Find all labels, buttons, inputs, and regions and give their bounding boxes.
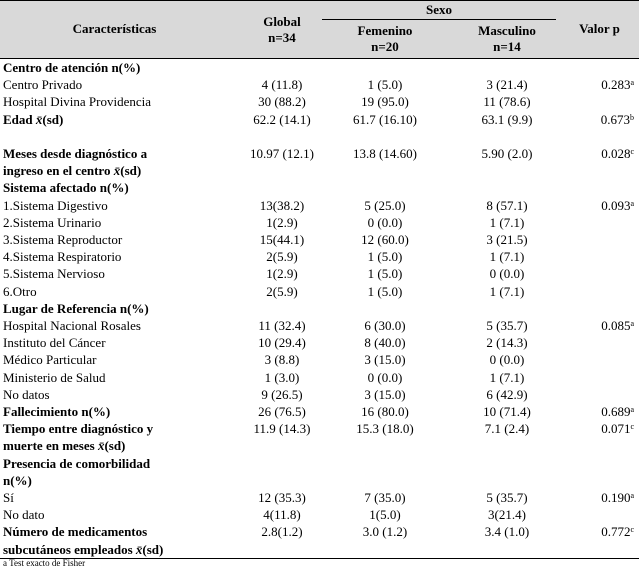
row-label [3,231,122,248]
table-row [0,265,639,282]
femenino-cell: 0 (0.0) [367,214,403,230]
masculino-cell: 5 (35.7) [486,490,528,505]
femenino-cell: 1 (5.0) [367,266,403,282]
row-label [3,265,105,282]
p-value-superscript: a [630,491,634,500]
table-row [0,59,639,76]
row-label-text: Sí [3,490,14,505]
masculino-cell: 5 (35.7) [486,318,528,333]
global-cell: 1 (3.0) [264,369,300,385]
table-row [0,93,639,110]
row-label-suffix: (sd) [142,541,164,557]
row-label [3,300,149,317]
p-value-superscript: a [630,198,634,208]
global-cell: 30 (88.2) [258,94,306,110]
femenino-cell: 1 (5.0) [367,77,403,93]
femenino-cell: 15.3 (18.0) [356,421,414,437]
row-label-suffix: (sd) [104,438,126,454]
femenino-cell: 12 (60.0) [361,232,409,247]
masculino-cell: 10 (71.4) [483,404,531,419]
header-global [229,14,335,46]
p-value-superscript: c [630,147,634,156]
row-label [3,197,108,214]
table-row [0,386,639,403]
table-row [0,231,639,248]
footnote: a Test exacto de Fisher [3,558,86,568]
row-label [3,455,150,472]
row-label-text: Ministerio de Salud [3,369,106,385]
table-row [0,317,639,334]
p-value-superscript: c [630,525,634,535]
masculino-cell: 3(21.4) [488,507,526,523]
row-label-text: Hospital Nacional Rosales [3,318,141,333]
row-label [3,214,101,231]
p-value-superscript: a [630,78,634,88]
femenino-cell: 3.0 (1.2) [362,524,408,540]
global-cell: 3 (8.8) [264,352,300,368]
global-cell: 10.97 (12.1) [250,146,314,161]
femenino-cell: 3 (15.0) [364,352,406,368]
valor-p-cell [560,145,634,162]
global-cell: 11.9 (14.3) [253,421,311,437]
table-row [0,369,639,386]
table-row [0,111,639,128]
valor-p-cell [560,317,634,334]
row-label [3,162,141,179]
table-row [0,76,639,93]
p-value-superscript: b [630,112,634,122]
masculino-cell: 8 (57.1) [486,197,528,213]
femenino-cell: 5 (25.0) [364,197,406,213]
table-row [0,351,639,368]
table-row [0,437,639,454]
table-row [0,472,639,489]
femenino-cell: 3 (15.0) [364,386,406,402]
femenino-cell: 16 (80.0) [361,404,409,419]
row-label-text: Fallecimiento n(%) [3,404,111,419]
p-value: 0.190 [601,490,631,505]
femenino-cell: 1(5.0) [369,507,401,523]
masculino-cell: 5.90 (2.0) [481,146,533,161]
header-global-label: Global [263,14,301,29]
p-value-superscript: a [630,319,634,328]
global-cell: 1(2.9) [266,266,298,282]
masculino-cell: 1 (7.1) [489,283,525,299]
table-row [0,523,639,540]
femenino-cell: 13.8 (14.60) [353,146,417,161]
femenino-cell: 61.7 (16.10) [353,111,417,127]
row-label [3,93,151,110]
table-row [0,283,639,300]
row-label [3,76,82,93]
global-cell: 2(5.9) [266,283,298,299]
table-row [0,179,639,196]
row-label-text: Sistema afectado n(%) [3,180,129,196]
table-row [0,214,639,231]
p-value: 0.772 [601,524,631,540]
table-top-rule [0,0,639,1]
row-label [3,248,121,265]
femenino-cell: 7 (35.0) [364,490,406,505]
row-label-text: No dato [3,507,45,523]
row-label-text: Edad [3,111,36,127]
masculino-cell: 6 (42.9) [486,386,528,402]
table-row [0,300,639,317]
row-label-text: 2.Sistema Urinario [3,214,102,230]
row-label [3,59,140,76]
row-label-text: Presencia de comorbilidad [3,455,151,471]
table-row [0,162,639,179]
table-row [0,197,639,214]
row-label-text: No datos [3,386,50,402]
header-masculino-label: Masculino [478,23,536,38]
valor-p-cell [560,76,634,93]
table-row [0,506,639,523]
global-cell: 62.2 (14.1) [253,111,311,127]
row-label-text: Centro Privado [3,77,83,93]
masculino-cell: 1 (7.1) [489,369,525,385]
masculino-cell: 0 (0.0) [489,266,525,282]
sexo-rule [322,19,556,20]
row-label-text: Médico Particular [3,352,97,368]
p-value: 0.673 [600,111,630,127]
mean-symbol: x̄ [135,541,143,557]
femenino-cell: 8 (40.0) [364,335,406,351]
valor-p-cell [560,523,634,540]
row-label-text: muerte en meses [3,438,98,454]
mean-symbol: x̄ [35,111,43,127]
row-label [3,437,125,454]
femenino-cell: 6 (30.0) [364,318,406,333]
p-value: 0.093 [601,197,631,213]
header-global-n: n=34 [268,30,296,45]
masculino-cell: 11 (78.6) [483,94,531,110]
masculino-cell: 1 (7.1) [489,214,525,230]
row-label [3,334,106,351]
header-masculino [457,23,557,55]
row-label [3,351,97,368]
global-cell: 1(2.9) [266,214,298,230]
p-value: 0.085 [601,318,631,333]
table-row [0,541,639,558]
valor-p-cell [560,197,634,214]
row-label [3,386,50,403]
row-label [3,369,106,386]
p-value-superscript: a [630,405,634,414]
row-label-text: Número de medicamentos [3,524,148,540]
row-label [3,541,163,558]
masculino-cell: 2 (14.3) [486,335,528,351]
row-label [3,145,147,162]
global-cell: 13(38.2) [259,197,305,213]
valor-p-cell [560,111,634,128]
masculino-cell: 7.1 (2.4) [484,421,530,437]
row-label [3,403,110,420]
global-cell: 12 (35.3) [258,490,306,505]
header-sexo: Sexo [426,2,452,17]
global-cell: 10 (29.4) [258,335,306,351]
row-label [3,523,147,540]
row-label-text: 3.Sistema Reproductor [3,232,123,247]
masculino-cell: 3 (21.5) [486,232,528,247]
global-cell: 15(44.1) [259,232,305,247]
masculino-cell: 3 (21.4) [486,77,528,93]
row-label-text: Instituto del Cáncer [3,335,106,351]
row-label-text: 4.Sistema Respiratorio [3,249,122,265]
table-row [0,489,639,506]
row-label [3,506,45,523]
table-row [0,248,639,265]
row-label-text: subcutáneos empleados [3,541,136,557]
row-label [3,472,32,489]
p-value: 0.689 [601,404,631,419]
p-value: 0.028 [601,146,631,161]
masculino-cell: 1 (7.1) [489,249,525,265]
row-label [3,317,141,334]
global-cell: 11 (32.4) [258,318,306,333]
p-value: 0.283 [601,77,631,93]
row-label-text: Meses desde diagnóstico a [3,146,148,161]
header-femenino-n: n=20 [371,39,399,54]
row-label-text: 5.Sistema Nervioso [3,266,105,282]
row-label-text: Hospital Divina Providencia [3,94,152,110]
global-cell: 2.8(1.2) [261,524,303,540]
row-label-text: n(%) [3,472,32,488]
header-masculino-n: n=14 [493,39,521,54]
masculino-cell: 63.1 (9.9) [481,111,533,127]
global-cell: 9 (26.5) [261,386,303,402]
global-cell: 4(11.8) [263,507,301,523]
valor-p-cell [560,420,634,437]
masculino-cell: 0 (0.0) [489,352,525,368]
femenino-cell: 1 (5.0) [367,283,403,299]
row-label [3,489,14,506]
masculino-cell: 3.4 (1.0) [484,524,530,540]
table-row [0,128,639,145]
valor-p-cell [560,489,634,506]
femenino-cell: 1 (5.0) [367,249,403,265]
row-label [3,179,129,196]
header-femenino [335,23,435,55]
row-label-text: Tiempo entre diagnóstico y [3,421,154,437]
row-label-text: Lugar de Referencia n(%) [3,300,149,316]
row-label-suffix: (sd) [42,111,64,127]
femenino-cell: 0 (0.0) [367,369,403,385]
row-label [3,283,37,300]
row-label-text: Centro de atención n(%) [3,60,141,75]
row-label [3,111,63,128]
valor-p-cell [560,403,634,420]
femenino-cell: 19 (95.0) [361,94,409,110]
header-caracteristicas: Características [72,21,157,36]
row-label [3,420,153,437]
table-row [0,334,639,351]
header-valor-p: Valor p [579,21,620,36]
mean-symbol: x̄ [97,438,105,454]
table-row [0,145,639,162]
table-row [0,420,639,437]
table-bottom-rule [0,558,639,559]
table-row [0,455,639,472]
row-label-text: ingreso en el centro [3,163,114,179]
p-value-superscript: c [630,422,634,432]
header-femenino-label: Femenino [357,23,413,38]
global-cell: 4 (11.8) [261,77,303,93]
row-label-text: 1.Sistema Digestivo [3,197,108,213]
table-row [0,403,639,420]
row-label-text: 6.Otro [3,283,37,299]
global-cell: 2(5.9) [266,249,298,265]
mean-symbol: x̄ [113,163,121,179]
global-cell: 26 (76.5) [258,404,306,419]
row-label-suffix: (sd) [120,163,142,179]
p-value: 0.071 [601,421,631,437]
